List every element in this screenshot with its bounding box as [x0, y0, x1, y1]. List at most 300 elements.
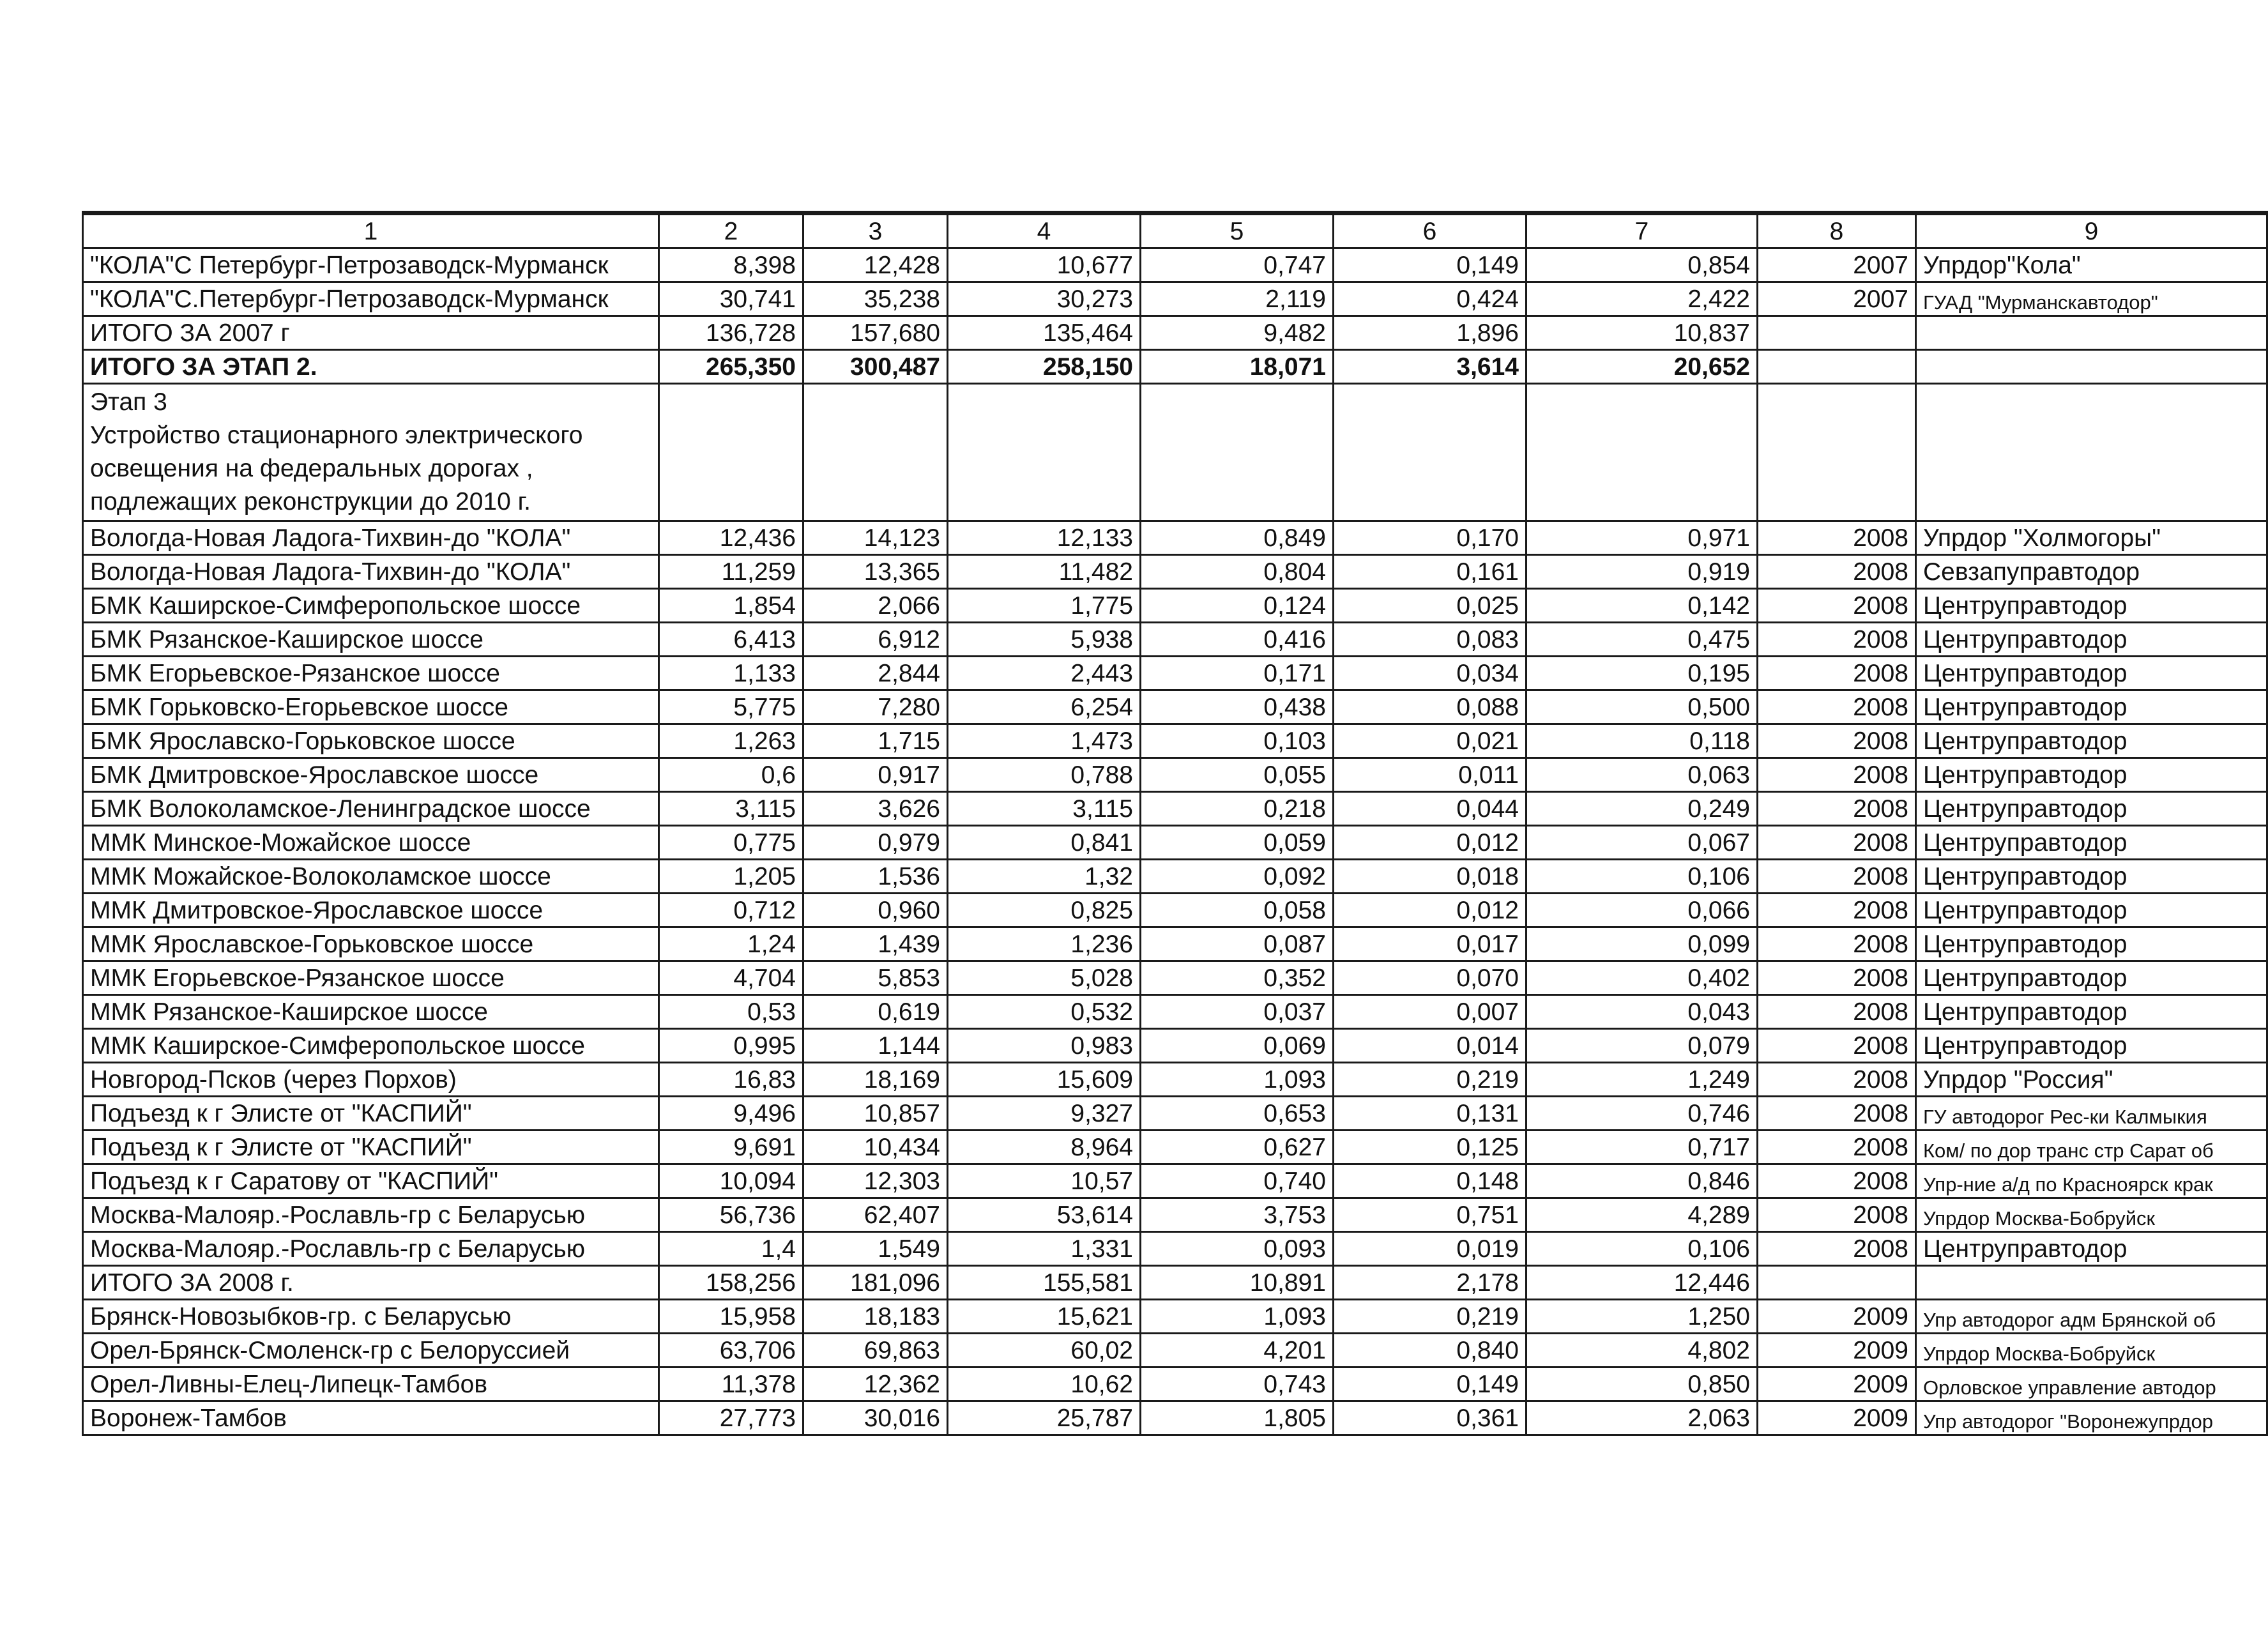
organization-cell: Упр автодорог "Воронежупрдор [1916, 1401, 2267, 1435]
value-cell-col-4: 53,614 [948, 1198, 1141, 1232]
year-cell: 2008 [1758, 792, 1916, 826]
table-row [83, 1097, 2267, 1131]
value-cell-col-3: 14,123 [803, 521, 948, 555]
value-cell-col-3: 5,853 [803, 961, 948, 995]
column-number-cell: 2 [659, 213, 803, 248]
value-cell-col-5: 1,093 [1141, 1300, 1334, 1334]
value-cell-col-4: 8,964 [948, 1131, 1141, 1164]
value-cell-col-5: 0,740 [1141, 1164, 1334, 1198]
value-cell-col-2: 136,728 [659, 316, 803, 350]
value-cell-col-7: 10,837 [1526, 316, 1758, 350]
year-cell [1758, 1266, 1916, 1300]
value-cell-col-2: 0,995 [659, 1029, 803, 1063]
value-cell-col-4: 258,150 [948, 350, 1141, 384]
value-cell-col-5: 0,037 [1141, 995, 1334, 1029]
value-cell-col-4: 0,532 [948, 995, 1141, 1029]
value-cell-col-5: 0,416 [1141, 623, 1334, 657]
table-row [83, 555, 2267, 589]
value-cell-col-7: 0,850 [1526, 1367, 1758, 1401]
value-cell-col-5: 0,438 [1141, 690, 1334, 724]
road-name-cell: БМК Горьковско-Егорьевское шоссе [83, 690, 659, 724]
value-cell-col-5: 0,627 [1141, 1131, 1334, 1164]
table-row [83, 282, 2267, 316]
value-cell-col-5: 0,804 [1141, 555, 1334, 589]
year-cell [1758, 384, 1916, 521]
road-name-cell: Москва-Малояр.-Рославль-гр с Беларусью [83, 1232, 659, 1266]
value-cell-col-7: 0,106 [1526, 860, 1758, 894]
year-cell: 2008 [1758, 758, 1916, 792]
value-cell-col-4: 10,677 [948, 248, 1141, 282]
value-cell-col-6: 0,361 [1334, 1401, 1526, 1435]
table-row [83, 1198, 2267, 1232]
value-cell-col-3: 69,863 [803, 1334, 948, 1367]
value-cell-col-4: 0,788 [948, 758, 1141, 792]
value-cell-col-2: 0,6 [659, 758, 803, 792]
value-cell-col-6: 0,149 [1334, 248, 1526, 282]
value-cell-col-6: 0,044 [1334, 792, 1526, 826]
organization-cell: Центруправтодор [1916, 589, 2267, 623]
road-name-cell: Брянск-Новозыбков-гр. с Беларусью [83, 1300, 659, 1334]
value-cell-col-4: 30,273 [948, 282, 1141, 316]
value-cell-col-6: 0,125 [1334, 1131, 1526, 1164]
organization-cell: Упрдор "Холмогоры" [1916, 521, 2267, 555]
value-cell-col-7 [1526, 384, 1758, 521]
value-cell-col-4: 0,983 [948, 1029, 1141, 1063]
value-cell-col-3: 1,536 [803, 860, 948, 894]
value-cell-col-7: 1,249 [1526, 1063, 1758, 1097]
table-row [83, 690, 2267, 724]
value-cell-col-2: 1,24 [659, 927, 803, 961]
value-cell-col-6: 0,840 [1334, 1334, 1526, 1367]
value-cell-col-6: 0,148 [1334, 1164, 1526, 1198]
road-name-cell: ММК Егорьевское-Рязанское шоссе [83, 961, 659, 995]
year-cell: 2007 [1758, 282, 1916, 316]
value-cell-col-7: 2,063 [1526, 1401, 1758, 1435]
value-cell-col-4: 6,254 [948, 690, 1141, 724]
year-cell: 2009 [1758, 1401, 1916, 1435]
table-row [83, 1164, 2267, 1198]
column-number-cell: 5 [1141, 213, 1334, 248]
value-cell-col-4: 60,02 [948, 1334, 1141, 1367]
column-number-cell: 3 [803, 213, 948, 248]
table-row [83, 724, 2267, 758]
value-cell-col-5: 1,805 [1141, 1401, 1334, 1435]
column-number-row [83, 213, 2267, 248]
value-cell-col-6: 3,614 [1334, 350, 1526, 384]
year-cell: 2008 [1758, 1063, 1916, 1097]
organization-cell: Центруправтодор [1916, 724, 2267, 758]
value-cell-col-6: 0,088 [1334, 690, 1526, 724]
value-cell-col-4: 135,464 [948, 316, 1141, 350]
value-cell-col-7: 0,195 [1526, 657, 1758, 690]
value-cell-col-5: 0,059 [1141, 826, 1334, 860]
value-cell-col-3: 0,979 [803, 826, 948, 860]
value-cell-col-5: 0,653 [1141, 1097, 1334, 1131]
value-cell-col-2: 4,704 [659, 961, 803, 995]
organization-cell: Центруправтодор [1916, 758, 2267, 792]
value-cell-col-6: 1,896 [1334, 316, 1526, 350]
organization-cell: Центруправтодор [1916, 927, 2267, 961]
organization-cell [1916, 384, 2267, 521]
value-cell-col-6: 0,019 [1334, 1232, 1526, 1266]
road-name-cell: Подъезд к г Элисте от "КАСПИЙ" [83, 1131, 659, 1164]
value-cell-col-7: 0,067 [1526, 826, 1758, 860]
value-cell-col-3: 1,549 [803, 1232, 948, 1266]
value-cell-col-4: 3,115 [948, 792, 1141, 826]
year-cell: 2008 [1758, 555, 1916, 589]
value-cell-col-4: 15,621 [948, 1300, 1141, 1334]
table-row [83, 1334, 2267, 1367]
table-row [83, 792, 2267, 826]
road-name-cell: БМК Каширское-Симферопольское шоссе [83, 589, 659, 623]
year-cell: 2008 [1758, 1164, 1916, 1198]
value-cell-col-6: 0,014 [1334, 1029, 1526, 1063]
year-cell [1758, 350, 1916, 384]
value-cell-col-7: 0,971 [1526, 521, 1758, 555]
value-cell-col-2: 1,133 [659, 657, 803, 690]
organization-cell [1916, 316, 2267, 350]
road-lighting-table [82, 211, 2268, 1436]
organization-cell: Упрдор"Кола" [1916, 248, 2267, 282]
road-name-cell: Орел-Брянск-Смоленск-гр с Белоруссией [83, 1334, 659, 1367]
table-row [83, 1232, 2267, 1266]
table-row [83, 657, 2267, 690]
value-cell-col-7: 0,066 [1526, 894, 1758, 927]
value-cell-col-2: 0,775 [659, 826, 803, 860]
organization-cell: Центруправтодор [1916, 995, 2267, 1029]
value-cell-col-3: 13,365 [803, 555, 948, 589]
value-cell-col-4: 12,133 [948, 521, 1141, 555]
value-cell-col-7: 2,422 [1526, 282, 1758, 316]
value-cell-col-7: 0,475 [1526, 623, 1758, 657]
value-cell-col-3: 12,362 [803, 1367, 948, 1401]
value-cell-col-5: 3,753 [1141, 1198, 1334, 1232]
value-cell-col-7: 20,652 [1526, 350, 1758, 384]
value-cell-col-5: 4,201 [1141, 1334, 1334, 1367]
value-cell-col-2: 5,775 [659, 690, 803, 724]
value-cell-col-5: 0,055 [1141, 758, 1334, 792]
organization-cell: Центруправтодор [1916, 690, 2267, 724]
road-name-cell: Новгород-Псков (через Порхов) [83, 1063, 659, 1097]
value-cell-col-3 [803, 384, 948, 521]
value-cell-col-6: 0,012 [1334, 826, 1526, 860]
value-cell-col-3: 181,096 [803, 1266, 948, 1300]
value-cell-col-5: 0,747 [1141, 248, 1334, 282]
value-cell-col-4: 5,028 [948, 961, 1141, 995]
value-cell-col-7: 0,043 [1526, 995, 1758, 1029]
value-cell-col-2: 11,378 [659, 1367, 803, 1401]
value-cell-col-4: 5,938 [948, 623, 1141, 657]
value-cell-col-2: 265,350 [659, 350, 803, 384]
value-cell-col-6: 0,149 [1334, 1367, 1526, 1401]
table-row [83, 623, 2267, 657]
value-cell-col-3: 6,912 [803, 623, 948, 657]
value-cell-col-6 [1334, 384, 1526, 521]
value-cell-col-4: 2,443 [948, 657, 1141, 690]
value-cell-col-7: 0,099 [1526, 927, 1758, 961]
value-cell-col-2: 27,773 [659, 1401, 803, 1435]
organization-cell: Упрдор Москва-Бобруйск [1916, 1198, 2267, 1232]
column-number-cell: 8 [1758, 213, 1916, 248]
value-cell-col-4: 0,841 [948, 826, 1141, 860]
value-cell-col-5: 0,058 [1141, 894, 1334, 927]
value-cell-col-6: 0,131 [1334, 1097, 1526, 1131]
table-row [83, 860, 2267, 894]
organization-cell: Центруправтодор [1916, 894, 2267, 927]
value-cell-col-3: 157,680 [803, 316, 948, 350]
organization-cell: Упрдор "Россия" [1916, 1063, 2267, 1097]
value-cell-col-4: 9,327 [948, 1097, 1141, 1131]
value-cell-col-5: 0,087 [1141, 927, 1334, 961]
year-cell: 2008 [1758, 961, 1916, 995]
road-name-cell: Москва-Малояр.-Рославль-гр с Беларусью [83, 1198, 659, 1232]
value-cell-col-4: 10,62 [948, 1367, 1141, 1401]
value-cell-col-3: 300,487 [803, 350, 948, 384]
year-cell: 2009 [1758, 1367, 1916, 1401]
year-cell: 2008 [1758, 995, 1916, 1029]
value-cell-col-7: 0,106 [1526, 1232, 1758, 1266]
value-cell-col-4: 1,331 [948, 1232, 1141, 1266]
road-name-cell: Вологда-Новая Ладога-Тихвин-до "КОЛА" [83, 555, 659, 589]
year-cell: 2009 [1758, 1334, 1916, 1367]
value-cell-col-2: 6,413 [659, 623, 803, 657]
value-cell-col-4: 1,236 [948, 927, 1141, 961]
value-cell-col-3: 0,960 [803, 894, 948, 927]
value-cell-col-3: 12,303 [803, 1164, 948, 1198]
column-number-cell: 6 [1334, 213, 1526, 248]
road-name-cell: Орел-Ливны-Елец-Липецк-Тамбов [83, 1367, 659, 1401]
value-cell-col-2: 15,958 [659, 1300, 803, 1334]
value-cell-col-7: 0,142 [1526, 589, 1758, 623]
value-cell-col-6: 0,017 [1334, 927, 1526, 961]
value-cell-col-3: 18,183 [803, 1300, 948, 1334]
road-name-cell: Этап 3 Устройство стационарного электрического освещения на федеральных дорогах , подлежащих реконструкции до 2010 г. [83, 384, 659, 521]
year-cell: 2008 [1758, 927, 1916, 961]
value-cell-col-3: 0,917 [803, 758, 948, 792]
year-cell: 2008 [1758, 589, 1916, 623]
value-cell-col-7: 0,063 [1526, 758, 1758, 792]
organization-cell [1916, 350, 2267, 384]
road-name-cell: БМК Егорьевское-Рязанское шоссе [83, 657, 659, 690]
value-cell-col-3: 7,280 [803, 690, 948, 724]
organization-cell: Центруправтодор [1916, 1232, 2267, 1266]
road-name-cell: БМК Рязанское-Каширское шоссе [83, 623, 659, 657]
value-cell-col-5: 2,119 [1141, 282, 1334, 316]
organization-cell: Упрдор Москва-Бобруйск [1916, 1334, 2267, 1367]
value-cell-col-4: 10,57 [948, 1164, 1141, 1198]
value-cell-col-7: 4,802 [1526, 1334, 1758, 1367]
value-cell-col-5: 0,069 [1141, 1029, 1334, 1063]
road-name-cell: ИТОГО ЗА 2008 г. [83, 1266, 659, 1300]
year-cell: 2007 [1758, 248, 1916, 282]
organization-cell: ГУАД "Мурманскавтодор" [1916, 282, 2267, 316]
document-sheet [82, 211, 2242, 1433]
table-row [83, 1300, 2267, 1334]
road-name-cell: ММК Рязанское-Каширское шоссе [83, 995, 659, 1029]
table-row [83, 995, 2267, 1029]
column-number-cell: 7 [1526, 213, 1758, 248]
value-cell-col-4: 11,482 [948, 555, 1141, 589]
value-cell-col-6: 0,034 [1334, 657, 1526, 690]
road-name-cell: БМК Ярославско-Горьковское шоссе [83, 724, 659, 758]
value-cell-col-7: 0,249 [1526, 792, 1758, 826]
value-cell-col-2: 12,436 [659, 521, 803, 555]
organization-cell: Орловское управление автодор [1916, 1367, 2267, 1401]
table-row [83, 1029, 2267, 1063]
column-number-cell: 4 [948, 213, 1141, 248]
value-cell-col-7: 0,717 [1526, 1131, 1758, 1164]
value-cell-col-6: 0,018 [1334, 860, 1526, 894]
value-cell-col-6: 0,021 [1334, 724, 1526, 758]
value-cell-col-7: 0,846 [1526, 1164, 1758, 1198]
value-cell-col-2: 9,496 [659, 1097, 803, 1131]
organization-cell: Севзапуправтодор [1916, 555, 2267, 589]
value-cell-col-3: 35,238 [803, 282, 948, 316]
value-cell-col-3: 12,428 [803, 248, 948, 282]
table-row [83, 894, 2267, 927]
value-cell-col-2: 16,83 [659, 1063, 803, 1097]
value-cell-col-6: 0,012 [1334, 894, 1526, 927]
value-cell-col-2: 30,741 [659, 282, 803, 316]
year-cell: 2008 [1758, 521, 1916, 555]
road-name-cell: ММК Минское-Можайское шоссе [83, 826, 659, 860]
value-cell-col-2: 1,205 [659, 860, 803, 894]
value-cell-col-2: 10,094 [659, 1164, 803, 1198]
value-cell-col-6: 0,011 [1334, 758, 1526, 792]
value-cell-col-6: 0,751 [1334, 1198, 1526, 1232]
road-name-cell: ММК Дмитровское-Ярославское шоссе [83, 894, 659, 927]
organization-cell: Упр автодорог адм Брянской об [1916, 1300, 2267, 1334]
table-row [83, 826, 2267, 860]
year-cell: 2008 [1758, 657, 1916, 690]
value-cell-col-5: 0,849 [1141, 521, 1334, 555]
value-cell-col-4: 0,825 [948, 894, 1141, 927]
organization-cell: Упр-ние а/д по Красноярск крак [1916, 1164, 2267, 1198]
value-cell-col-4: 1,775 [948, 589, 1141, 623]
year-cell: 2008 [1758, 1198, 1916, 1232]
year-cell: 2008 [1758, 1097, 1916, 1131]
value-cell-col-2: 158,256 [659, 1266, 803, 1300]
year-cell: 2008 [1758, 1029, 1916, 1063]
table-row [83, 758, 2267, 792]
table-row [83, 589, 2267, 623]
value-cell-col-3: 2,066 [803, 589, 948, 623]
value-cell-col-3: 1,715 [803, 724, 948, 758]
year-cell: 2008 [1758, 623, 1916, 657]
year-cell: 2008 [1758, 1232, 1916, 1266]
value-cell-col-5: 0,124 [1141, 589, 1334, 623]
value-cell-col-7: 0,854 [1526, 248, 1758, 282]
road-name-cell: "КОЛА"С.Петербург-Петрозаводск-Мурманск [83, 282, 659, 316]
value-cell-col-5: 10,891 [1141, 1266, 1334, 1300]
value-cell-col-7: 0,500 [1526, 690, 1758, 724]
table-row [83, 927, 2267, 961]
stage-heading-row [83, 384, 2267, 521]
value-cell-col-3: 10,434 [803, 1131, 948, 1164]
value-cell-col-5: 0,218 [1141, 792, 1334, 826]
value-cell-col-5: 18,071 [1141, 350, 1334, 384]
year-cell: 2008 [1758, 826, 1916, 860]
value-cell-col-7: 0,919 [1526, 555, 1758, 589]
road-name-cell: БМК Дмитровское-Ярославское шоссе [83, 758, 659, 792]
value-cell-col-2: 1,854 [659, 589, 803, 623]
table-row [83, 521, 2267, 555]
value-cell-col-4: 1,473 [948, 724, 1141, 758]
value-cell-col-7: 12,446 [1526, 1266, 1758, 1300]
road-name-cell: БМК Волоколамское-Ленинградское шоссе [83, 792, 659, 826]
organization-cell: Центруправтодор [1916, 657, 2267, 690]
value-cell-col-2: 9,691 [659, 1131, 803, 1164]
value-cell-col-5: 0,103 [1141, 724, 1334, 758]
table-row [83, 248, 2267, 282]
value-cell-col-7: 0,079 [1526, 1029, 1758, 1063]
organization-cell: ГУ автодорог Рес-ки Калмыкия [1916, 1097, 2267, 1131]
year-cell: 2009 [1758, 1300, 1916, 1334]
road-name-cell: Воронеж-Тамбов [83, 1401, 659, 1435]
value-cell-col-3: 30,016 [803, 1401, 948, 1435]
table-row [83, 1266, 2267, 1300]
value-cell-col-2: 8,398 [659, 248, 803, 282]
value-cell-col-4: 25,787 [948, 1401, 1141, 1435]
organization-cell: Центруправтодор [1916, 826, 2267, 860]
value-cell-col-6: 0,070 [1334, 961, 1526, 995]
table-row [83, 316, 2267, 350]
value-cell-col-6: 0,083 [1334, 623, 1526, 657]
organization-cell: Центруправтодор [1916, 623, 2267, 657]
road-name-cell: ММК Можайское-Волоколамское шоссе [83, 860, 659, 894]
road-name-cell: ИТОГО ЗА ЭТАП 2. [83, 350, 659, 384]
column-number-cell: 9 [1916, 213, 2267, 248]
value-cell-col-3: 10,857 [803, 1097, 948, 1131]
value-cell-col-5: 0,093 [1141, 1232, 1334, 1266]
year-cell: 2008 [1758, 690, 1916, 724]
value-cell-col-7: 0,118 [1526, 724, 1758, 758]
organization-cell: Центруправтодор [1916, 792, 2267, 826]
value-cell-col-7: 0,402 [1526, 961, 1758, 995]
value-cell-col-7: 0,746 [1526, 1097, 1758, 1131]
road-name-cell: ММК Каширское-Симферопольское шоссе [83, 1029, 659, 1063]
organization-cell: Центруправтодор [1916, 860, 2267, 894]
year-cell: 2008 [1758, 894, 1916, 927]
column-number-cell: 1 [83, 213, 659, 248]
year-cell: 2008 [1758, 860, 1916, 894]
value-cell-col-2: 0,712 [659, 894, 803, 927]
organization-cell [1916, 1266, 2267, 1300]
value-cell-col-3: 3,626 [803, 792, 948, 826]
value-cell-col-4 [948, 384, 1141, 521]
value-cell-col-6: 0,219 [1334, 1063, 1526, 1097]
value-cell-col-6: 0,219 [1334, 1300, 1526, 1334]
value-cell-col-2: 63,706 [659, 1334, 803, 1367]
value-cell-col-2 [659, 384, 803, 521]
table-row [83, 1401, 2267, 1435]
value-cell-col-2: 11,259 [659, 555, 803, 589]
value-cell-col-7: 4,289 [1526, 1198, 1758, 1232]
table-row [83, 1131, 2267, 1164]
organization-cell: Центруправтодор [1916, 1029, 2267, 1063]
value-cell-col-4: 155,581 [948, 1266, 1141, 1300]
value-cell-col-2: 0,53 [659, 995, 803, 1029]
table-row [83, 1063, 2267, 1097]
year-cell: 2008 [1758, 1131, 1916, 1164]
value-cell-col-6: 0,170 [1334, 521, 1526, 555]
value-cell-col-3: 2,844 [803, 657, 948, 690]
road-name-cell: "КОЛА"С Петербург-Петрозаводск-Мурманск [83, 248, 659, 282]
value-cell-col-3: 0,619 [803, 995, 948, 1029]
value-cell-col-6: 2,178 [1334, 1266, 1526, 1300]
value-cell-col-3: 18,169 [803, 1063, 948, 1097]
stage-total-row [83, 350, 2267, 384]
